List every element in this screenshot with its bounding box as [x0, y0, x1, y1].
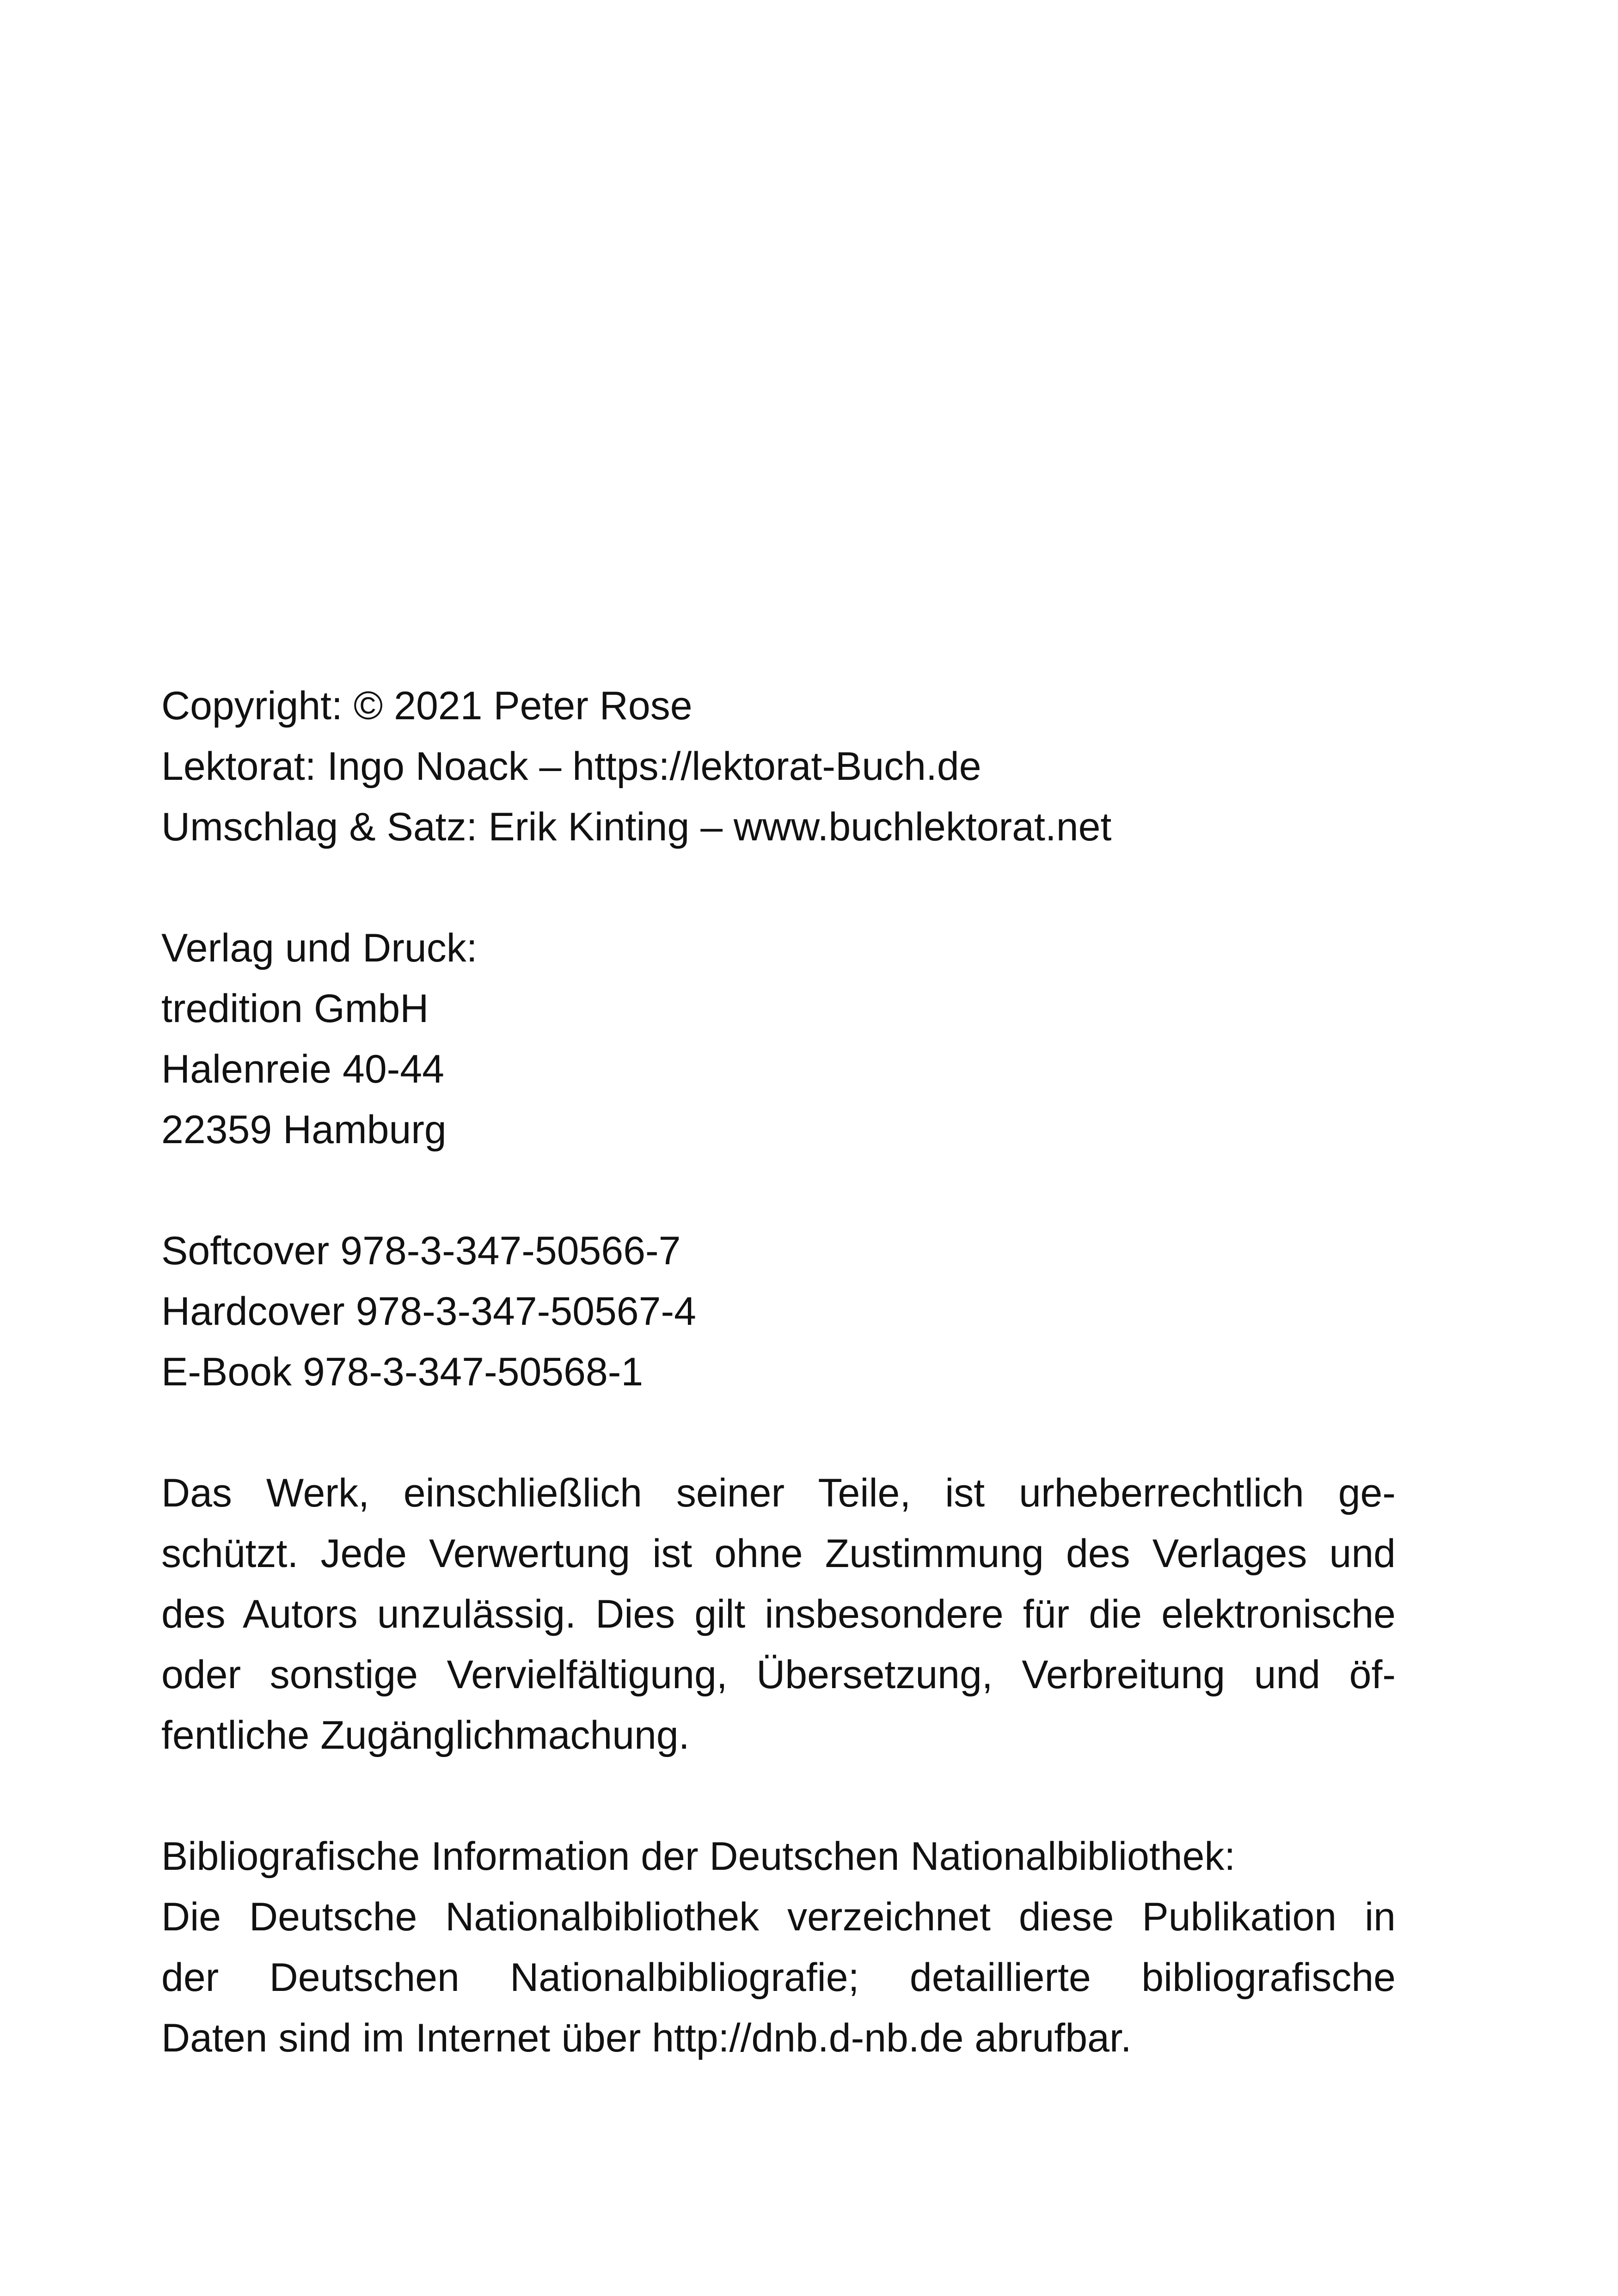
isbn-hardcover: Hardcover 978-3-347-50567-4	[161, 1289, 696, 1334]
publisher-street: Halenreie 40-44	[161, 1047, 444, 1091]
publisher-city: 22359 Hamburg	[161, 1108, 447, 1152]
copyright-line: Copyright: © 2021 Peter Rose	[161, 684, 693, 728]
spacer	[161, 1766, 1396, 1826]
isbn-block	[161, 1221, 1396, 1402]
credits-block	[161, 676, 1396, 857]
isbn-softcover: Softcover 978-3-347-50566-7	[161, 1229, 681, 1273]
imprint-content	[161, 676, 1396, 2069]
rights-notice-line: des Autors unzulässig. Dies gilt insbesondere für die elektronische	[161, 1592, 1396, 1636]
publisher-heading: Verlag und Druck:	[161, 926, 478, 970]
bibliographic-line: Daten sind im Internet über http://dnb.d-nb.de abrufbar.	[161, 2016, 1132, 2060]
cover-typesetting-credit-line: Umschlag & Satz: Erik Kinting – www.buchlektorat.net	[161, 805, 1112, 849]
bibliographic-line: Die Deutsche Nationalbibliothek verzeichnet diese Publikation in	[161, 1895, 1396, 1939]
rights-notice-line: schützt. Jede Verwertung ist ohne Zustimmung des Verlages und	[161, 1531, 1396, 1576]
spacer	[161, 1160, 1396, 1221]
isbn-ebook: E-Book 978-3-347-50568-1	[161, 1350, 644, 1394]
bibliographic-heading: Bibliografische Information der Deutschen Nationalbibliothek:	[161, 1834, 1236, 1879]
spacer	[161, 1402, 1396, 1463]
rights-notice-line: oder sonstige Vervielfältigung, Übersetzung, Verbreitung und öf-	[161, 1653, 1396, 1697]
publisher-block	[161, 918, 1396, 1160]
rights-notice-line: Das Werk, einschließlich seiner Teile, ist urheberrechtlich ge-	[161, 1471, 1396, 1515]
publisher-name: tredition GmbH	[161, 986, 429, 1031]
bibliographic-line: der Deutschen Nationalbibliografie; detaillierte bibliografische	[161, 1955, 1396, 2000]
spacer	[161, 857, 1396, 918]
rights-notice-line: fentliche Zugänglichmachung.	[161, 1713, 690, 1757]
rights-notice-paragraph	[161, 1463, 1396, 1766]
bibliographic-block	[161, 1826, 1396, 2069]
editing-credit-line: Lektorat: Ingo Noack – https://lektorat-Buch.de	[161, 744, 981, 789]
